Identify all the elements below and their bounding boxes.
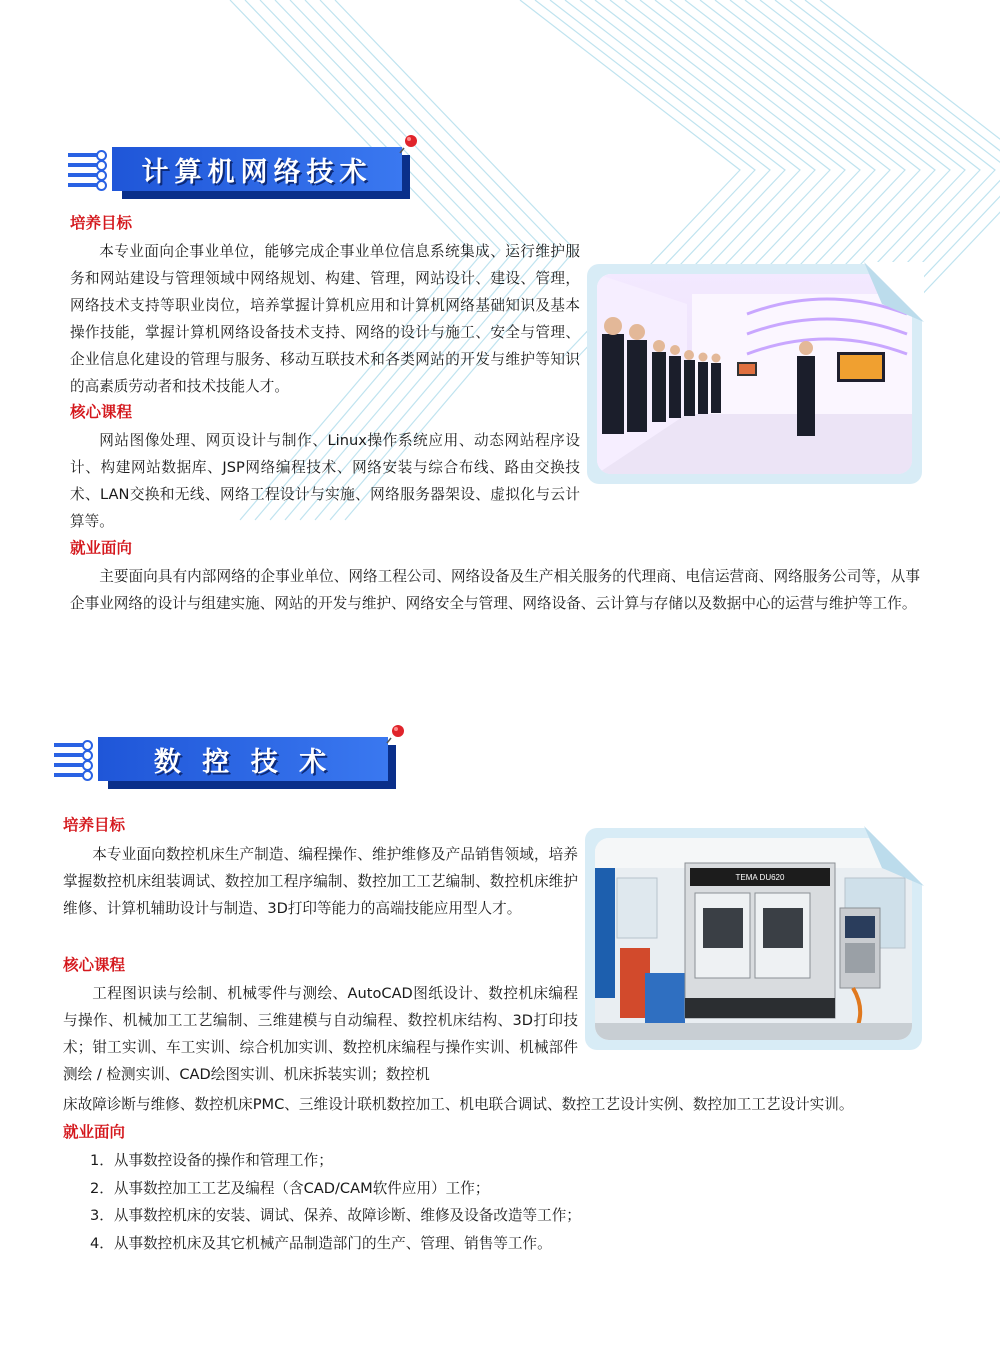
jobs-list-cnc: [90, 1147, 910, 1257]
goal-text-cnc: 本专业面向数控机床生产制造、编程操作、维护维修及产品销售领域，培养掌握数控机床组装调试、数控加工程序编制、数控加工工艺编制、数控机床维护维修、计算机辅助设计与制造、3D打印等能力的高端技能应用型人才。: [63, 846, 578, 917]
list-item: 2．从事数控加工工艺及编程（含CAD/CAM软件应用）工作；: [90, 1179, 490, 1197]
photo-network-lab: [587, 264, 922, 484]
section-title-network: [112, 147, 402, 191]
courses-text-cnc-cont: 床故障诊断与维修、数控机床PMC、三维设计联机数控加工、机电联合调试、数控工艺设计实例、数控加工工艺设计实训。: [63, 1096, 854, 1113]
jobs-heading-network: 就业面向: [70, 539, 133, 557]
goal-heading-cnc: 培养目标: [63, 816, 126, 834]
pushpin-icon: [398, 132, 420, 154]
title-stripes-decoration: [68, 151, 108, 187]
machine-label: TEMA DU620: [735, 873, 785, 882]
title-stripes-decoration: [54, 741, 94, 777]
pushpin-icon: [385, 722, 407, 744]
goal-heading-network: 培养目标: [70, 214, 133, 232]
courses-heading-network: 核心课程: [70, 403, 133, 421]
courses-text-cnc: 工程图识读与绘制、机械零件与测绘、AutoCAD图纸设计、数控机床编程与操作、机械加工工艺编制、三维建模与自动编程、数控机床结构、3D打印技术；钳工实训、车工实训、综合机加实训、数控机床编程与操作实训、机械部件测绘 / 检测实训、CAD绘图实训、机床拆装实训；数控机: [63, 985, 578, 1083]
jobs-text-network: 主要面向具有内部网络的企事业单位、网络工程公司、网络设备及生产相关服务的代理商、电信运营商、网络服务公司等，从事企事业网络的设计与组建实施、网站的开发与维护、网络安全与管理、网络设备、云计算与存储以及数据中心的运营与维护等工作。: [70, 568, 920, 612]
section-heading: 计算机网络技术: [141, 156, 373, 188]
list-item: 1．从事数控设备的操作和管理工作；: [90, 1152, 333, 1169]
photo-cnc-machine: [585, 828, 922, 1050]
section-title-cnc: [98, 737, 388, 781]
section-heading: 数 控 技 术: [153, 746, 333, 778]
goal-text-network: 本专业面向企事业单位，能够完成企事业单位信息系统集成、运行维护服务和网站建设与管理领域中网络规划、构建、管理，网站设计、建设、管理，网络技术支持等职业岗位，培养掌握计算机应用和计算机网络基础知识及基本操作技能，掌握计算机网络设备技术支持、网络的设计与施工、安全与管理、企业信息化建设的管理与服务、移动互联技术和各类网站的开发与维护等知识的高素质劳动者和技术技能人才。: [70, 243, 580, 395]
courses-text-network: 网站图像处理、网页设计与制作、Linux操作系统应用、动态网站程序设计、构建网站数据库、JSP网络编程技术、网络安装与综合布线、路由交换技术、LAN交换和无线、网络工程设计与实施、网络服务器架设、虚拟化与云计算等。: [70, 432, 580, 530]
list-item: 4．从事数控机床及其它机械产品制造部门的生产、管理、销售等工作。: [90, 1234, 552, 1252]
list-item: 3．从事数控机床的安装、调试、保养、故障诊断、维修及设备改造等工作；: [90, 1207, 581, 1224]
page-curl-decoration: [864, 262, 924, 322]
courses-heading-cnc: 核心课程: [63, 956, 126, 974]
jobs-heading-cnc: 就业面向: [63, 1123, 126, 1141]
page-curl-decoration: [864, 826, 924, 886]
